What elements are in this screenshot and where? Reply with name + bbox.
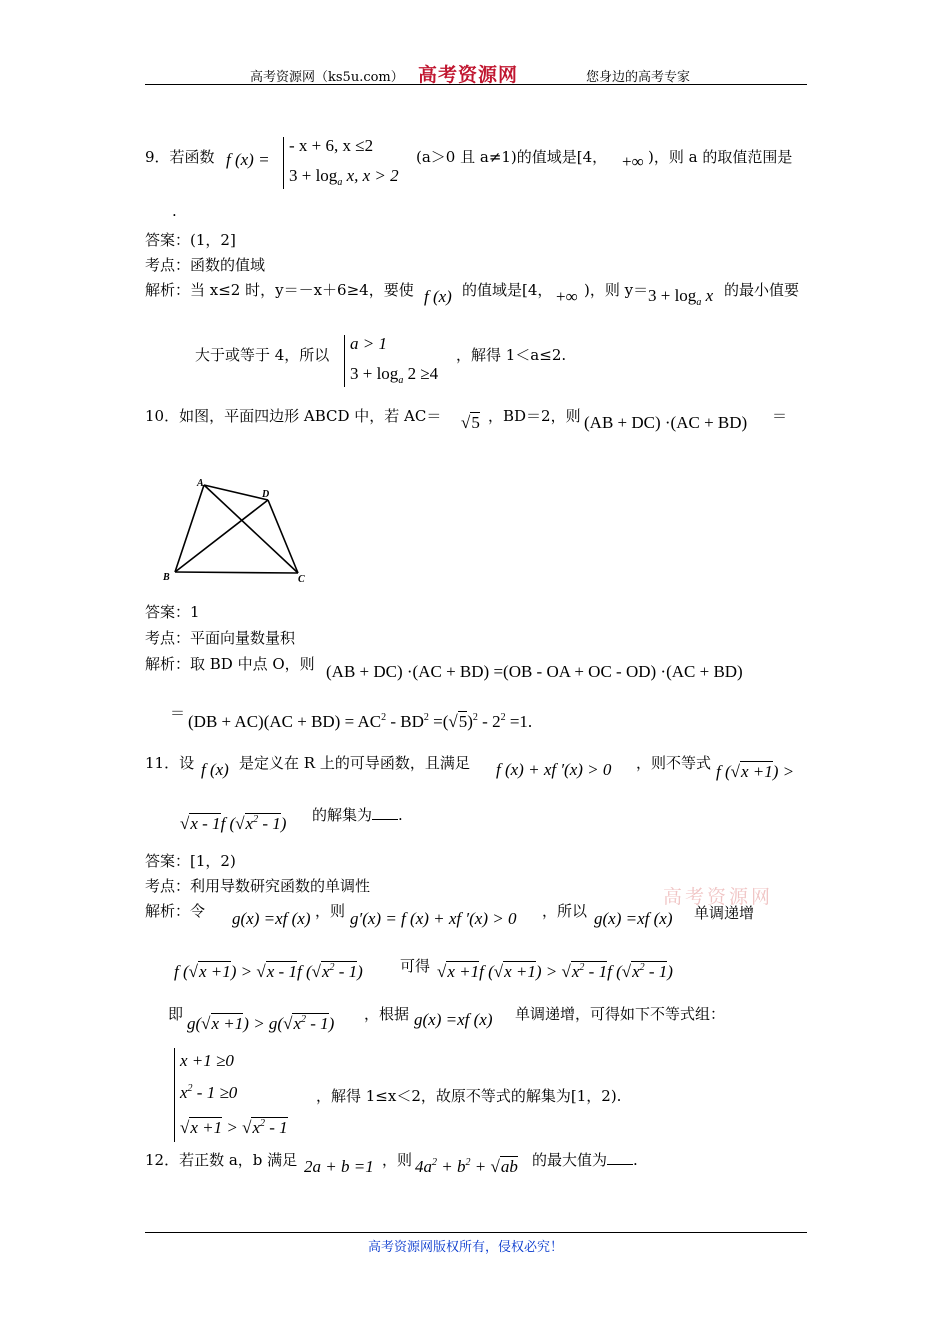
q11-rhs: √x - 1f $(√x^2 - 1)$ [180, 814, 287, 833]
q11-answer: 答案：[1，2) [145, 852, 236, 870]
q11-genju: ，根据 [364, 1005, 410, 1023]
q11-blank [372, 805, 398, 820]
header-rule [145, 84, 807, 85]
edge-bc [175, 572, 298, 573]
q10-kaodian: 考点：平面向量数量积 [145, 629, 296, 647]
q9-jx-log: $3 + \log_a x$ [648, 286, 714, 308]
header-left: 高考资源网（ks5u.com） [250, 70, 404, 85]
q11-fx: f (x) [201, 760, 229, 779]
q11-text2: ，则不等式 [636, 754, 712, 772]
q9-jx6: ，解得 1＜a≤2. [456, 346, 567, 364]
header-logo: 高考资源网 [418, 64, 519, 86]
footer-text: 高考资源网版权所有，侵权必究！ [368, 1240, 564, 1255]
edge-da [204, 485, 268, 500]
q9-case2: $3 + \log_a x$, x > 2 [289, 166, 399, 188]
q9-kaodian: 考点：函数的值域 [145, 256, 266, 274]
q11-sys1: x +1 ≥0 [180, 1051, 234, 1070]
q9-answer: 答案：(1，2] [145, 231, 236, 249]
q11-line2-right: √x +1f $(√x +1) > √x^2 - 1f$ $(√x^2 - 1)$ [437, 962, 673, 981]
label-d: D [262, 489, 270, 500]
q12-prefix: 12．若正数 a，b 满足 [145, 1151, 298, 1169]
q10-jx1: 解析：取 BD 中点 O，则 [145, 655, 315, 673]
q11-line2-left: f (√x +1) > √x - 1f $(√x^2 - 1)$ [174, 962, 363, 981]
q10-sqrt5: √5 [461, 413, 480, 432]
q11-g-ineq: $g(√x +1) > g(√x^2 - 1)$ [187, 1014, 335, 1033]
q11-jx-tail: 单调递增，可得如下不等式组： [515, 1005, 726, 1023]
q11-kaodian: 考点：利用导数研究函数的单调性 [145, 877, 371, 895]
q9-dot: . [172, 202, 177, 220]
q11-ze: ，则 [315, 902, 346, 920]
diag-ac [204, 485, 298, 573]
q9-jx5: 大于或等于 4，所以 [195, 346, 330, 364]
q11-gx: g(x) =xf (x) [232, 909, 311, 928]
q9-sys1: a > 1 [350, 334, 387, 353]
q11-suoyi: ，所以 [542, 902, 588, 920]
q9-jx2: 的值域是[4， [462, 281, 553, 299]
q10-jx-expr1: (AB + DC) ·(AC + BD) =(OB - OA + OC - OD) ·(AC + BD) [326, 662, 743, 681]
footer-rule [145, 1232, 807, 1233]
q11-sys-brace [174, 1048, 175, 1142]
q9-brace [283, 137, 284, 189]
q10-answer: 答案：1 [145, 603, 200, 621]
edge-cd [268, 500, 298, 573]
q11-gpx: g′(x) = f (x) + xf ′(x) > 0 [350, 909, 517, 928]
q10-expr: (AB + DC) ·(AC + BD) [584, 413, 748, 432]
q9-jx-fx: f (x) [424, 287, 452, 306]
q10-jx-expr2: $(DB + AC)(AC + BD) = AC^2 - BD^2 =(√5)^2 - 2^2 =1$. [188, 712, 533, 731]
q11-sys2: $x^2 - 1 \ge 0$ [180, 1083, 238, 1102]
q10-figure [160, 476, 320, 586]
q12-cond: 2a + b =1 [304, 1157, 374, 1176]
q11-kede: 可得 [400, 957, 431, 975]
q9-jx1: 解析：当 x≤2 时，y＝－x＋6≥4，要使 [145, 281, 414, 299]
q11-gx3: g(x) =xf (x) [414, 1010, 493, 1029]
q11-lhs: f (√x +1) > [716, 762, 795, 781]
q10-prefix: 10．如图，平面四边形 ABCD 中，若 AC＝ [145, 407, 442, 425]
q9-sys2: $3 + \log_a 2 \ge 4$ [350, 364, 439, 386]
q10-tail: ＝ [772, 407, 788, 425]
diag-bd [175, 500, 268, 572]
q12-expr: $4a^2 + b^2 + √ab$ [415, 1157, 518, 1176]
label-a: A [197, 478, 204, 489]
q9-fx: f (x) = [226, 150, 270, 169]
q9-case1: - x + 6, x ≤2 [289, 136, 374, 155]
q11-text3: 的解集为 . [312, 806, 403, 824]
q10-mid: ，BD＝2，则 [488, 407, 581, 425]
q11-prefix: 11．设 [145, 754, 195, 772]
q11-jx1: 解析：令 [145, 902, 206, 920]
q9-sys-brace [344, 335, 345, 387]
label-b: B [163, 572, 170, 583]
q10-eq: ＝ [170, 704, 186, 722]
q9-inf: +∞ [622, 152, 644, 171]
edge-ab [175, 485, 204, 572]
q11-sys3: $√x +1 > √x^2 - 1$ [180, 1118, 288, 1137]
watermark: 高考资源网 [663, 886, 774, 908]
q9-jx-inf: +∞ [556, 287, 578, 306]
q11-ji: 即 [168, 1005, 184, 1023]
q12-tail: 的最大值为 . [532, 1151, 638, 1169]
header-right: 您身边的高考专家 [586, 70, 691, 85]
q12-blank [607, 1150, 633, 1165]
q9-cond: (a＞0 且 a≠1)的值域是[4， [416, 148, 608, 166]
q11-text1: 是定义在 R 上的可导函数，且满足 [239, 754, 470, 772]
q9-prefix: 9．若函数 [145, 148, 215, 166]
q9-jx3: )，则 y＝ [584, 281, 649, 299]
q12-ze: ，则 [382, 1151, 413, 1169]
q11-jx-end: ，解得 1≤x＜2，故原不等式的解集为[1，2). [316, 1087, 622, 1105]
q11-gx2: g(x) =xf (x) [594, 909, 673, 928]
q11-ineq: f (x) + xf ′(x) > 0 [496, 760, 612, 779]
q9-tail: )，则 a 的取值范围是 [648, 148, 793, 166]
q9-jx4: 的最小值要 [724, 281, 800, 299]
label-c: C [298, 574, 305, 585]
q11-dandiao: 单调递增 [694, 904, 755, 922]
